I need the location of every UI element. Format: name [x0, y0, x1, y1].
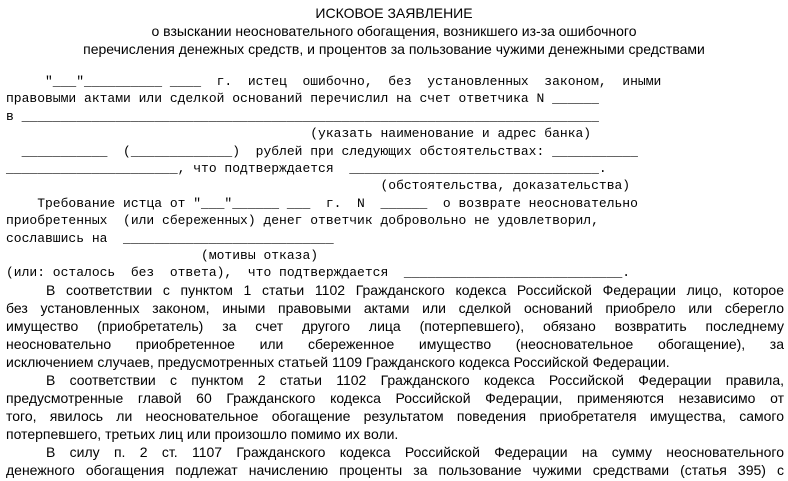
document-subtitle-line-1: о взыскании неосновательного обогащения, возникшего из-за ошибочного	[151, 23, 637, 39]
body-line: без установленных законом, иными правовыми актами или сделкой оснований приобрело или сберегло	[6, 300, 784, 316]
form-line-date-statement: "___"__________ ____ г. истец ошибочно, без установленных законом, иными	[6, 74, 662, 89]
body-line: денежного обогащения подлежат начислению проценты за пользование чужими средствами (статья 395) с	[6, 462, 784, 478]
form-line-not-satisfied: приобретенных (или сбереженных) денег ответчик добровольно не удовлетворил,	[6, 213, 599, 228]
form-line-confirmed: ______________________, что подтверждается ________________________________.	[6, 161, 607, 176]
form-line-bank-blank: в __________________________________________________________________________	[6, 109, 599, 124]
document-subtitle-line-2: перечисления денежных средств, и процентов за пользование чужими денежными средствами	[83, 41, 705, 57]
form-line-referring: сославшись на ___________________________	[6, 231, 334, 246]
form-line-no-answer: (или: осталось без ответа), что подтверждается ____________________________.	[6, 265, 631, 280]
body-line: В соответствии с пунктом 1 статьи 1102 Гражданского кодекса Российской Федерации лицо, которое	[46, 282, 784, 298]
form-hint-bank: (указать наименование и адрес банка)	[6, 126, 592, 141]
form-line-account-number: правовыми актами или сделкой оснований перечислил на счет ответчика N ______	[6, 91, 599, 106]
body-line: предусмотренные главой 60 Гражданского кодекса Российской Федерации, применяются независимо от	[6, 390, 784, 406]
document-body	[6, 281, 784, 479]
body-line: того, явилось ли неосновательное обогащение результатом поведения приобретателя имущества, самого	[6, 408, 784, 424]
body-line: неосновательно приобретенное или сбереженное имущество (неосновательное обогащение), за	[6, 336, 784, 352]
form-line-demand: Требование истца от "___"______ ___ г. N ______ о возврате неосновательно	[6, 196, 638, 211]
form-hint-refusal: (мотивы отказа)	[6, 248, 319, 263]
document-title: ИСКОВОЕ ЗАЯВЛЕНИЕ	[315, 5, 473, 21]
body-line: потерпевшего, третьих лиц или произошло помимо их воли.	[6, 426, 399, 442]
body-line: В соответствии с пунктом 2 статьи 1102 Гражданского кодекса Российской Федерации правила,	[46, 372, 784, 388]
form-line-amount: ___________ (_____________) рублей при следующих обстоятельствах: ___________	[6, 144, 638, 159]
form-hint-circumstances: (обстоятельства, доказательства)	[6, 178, 631, 193]
body-line: имущество (приобретатель) за счет другого лица (потерпевшего), обязано возвратить последнему	[6, 318, 784, 334]
body-line: В силу п. 2 ст. 1107 Гражданского кодекса Российской Федерации на сумму неосновательного	[46, 444, 784, 460]
body-line: исключением случаев, предусмотренных статьей 1109 Гражданского кодекса Российской Федерации.	[6, 354, 670, 370]
